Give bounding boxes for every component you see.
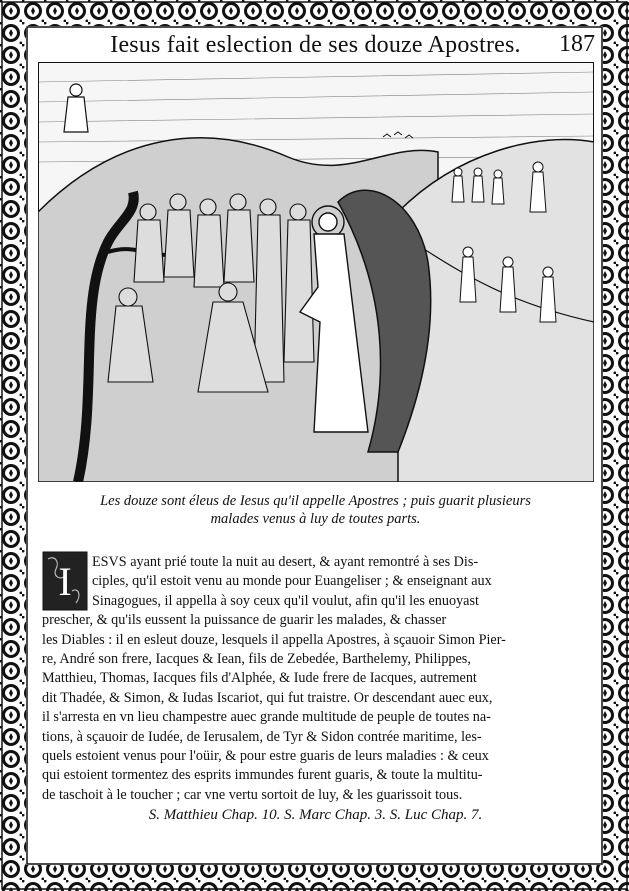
body-line: prescher, & qu'ils eussent la puissance de guarir les malades, & chasser [42, 612, 447, 629]
dropcap-letter: I [58, 559, 72, 604]
body-line: il s'arresta en vn lieu champestre auec grande multitude de peuple de toutes na- [42, 709, 491, 726]
page-number: 187 [559, 31, 595, 57]
body-line: tions, à sçauoir de Iudée, de Ierusalem, de Tyr & Sidon contrée maritime, les- [42, 728, 482, 745]
page-header [30, 28, 601, 62]
body-line: de taschoit à le toucher ; car vne vertu sortoit de luy, & les guarissoit tous. [42, 786, 463, 803]
illustration-caption [30, 492, 601, 528]
body-text [42, 553, 592, 805]
page-content [30, 28, 601, 861]
body-line: les Diables : il en esleut douze, lesquels il appella Apostres, à sçauoir Simon Pier- [42, 631, 506, 648]
gospel-references: S. Matthieu Chap. 10. S. Marc Chap. 3. S. Luc Chap. 7. [148, 807, 483, 823]
body-line: Sinagogues, il appella à soy ceux qu'il voulut, afin qu'il les enuoyast [92, 592, 479, 609]
body-line: qui estoient tormentez des esprits immundes furent guaris, & toute la multitu- [42, 767, 483, 784]
page-title: Iesus fait eslection de ses douze Apostres. [110, 32, 521, 58]
body-line: dit Thadée, & Simon, & Iudas Iscariot, qui fut traistre. Or descendant auec eux, [42, 689, 493, 706]
body-line: ciples, qu'il estoit venu au monde pour Euangeliser ; & enseignant aux [92, 573, 492, 590]
body-line: quels estoient venus pour l'oüir, & pour estre guaris de leurs maladies : & ceux [42, 748, 489, 765]
caption-line-1: Les douze sont éleus de Iesus qu'il appelle Apostres ; puis guarit plusieurs [100, 493, 531, 509]
body-line: ESVS ayant prié toute la nuit au desert, & ayant remontré à ses Dis- [92, 554, 479, 570]
woodcut-illustration [38, 62, 594, 482]
caption-line-2: malades venus à luy de toutes parts. [210, 511, 421, 527]
body-line: Matthieu, Thomas, Iacques fils d'Alphée, & Iude frere de Iacques, autrement [42, 670, 477, 687]
body-line: re, André son frere, Iacques & Iean, fils de Zebedée, Barthelemy, Philippes, [42, 651, 471, 668]
dropcap-ornament [42, 551, 88, 611]
